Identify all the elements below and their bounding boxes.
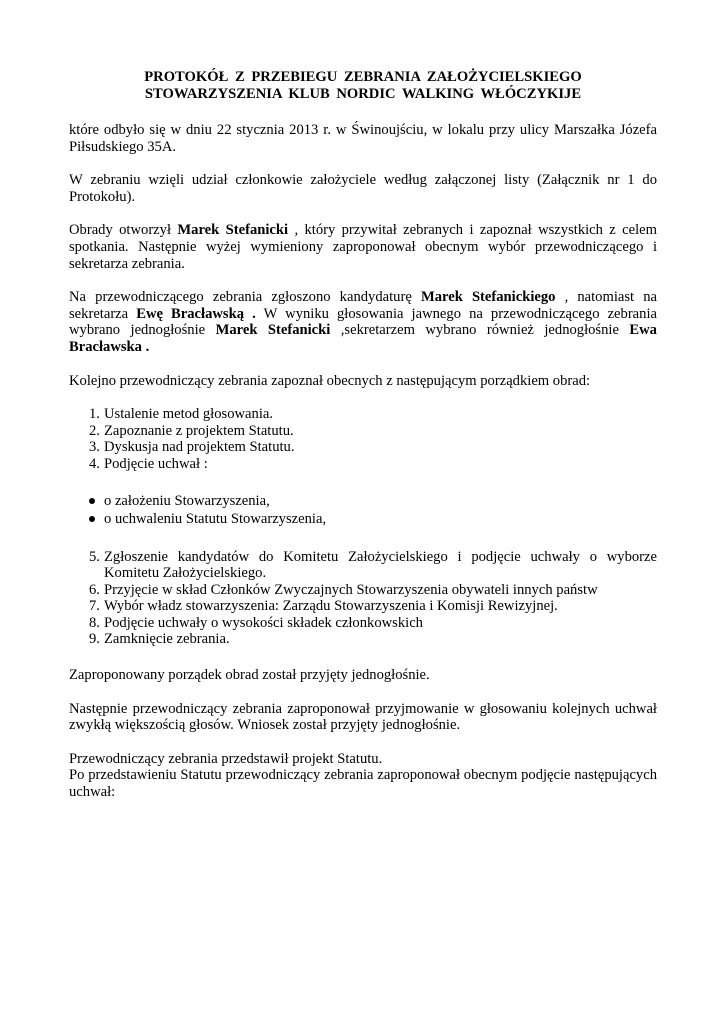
agenda-item-text: Zamknięcie zebrania. xyxy=(104,631,230,648)
agenda-item-text: Zapoznanie z projektem Statutu. xyxy=(104,422,294,439)
election-text-1: Na przewodniczącego zebrania zgłoszono kandydaturę xyxy=(69,289,421,306)
agenda-item-number: 6. xyxy=(89,581,100,598)
agenda-item-text: Zgłoszenie kandydatów do Komitetu Założycielskiego i podjęcie uchwały o wyborze Komitetu Założycielskiego. xyxy=(104,548,657,582)
bullet-icon xyxy=(89,498,95,504)
voting-rule-paragraph: Następnie przewodniczący zebrania zaproponował przyjmowanie w głosowaniu kolejnych uchwał zwykłą większością głosów. Wniosek został przyjęty jednogłośnie. xyxy=(69,700,657,734)
agenda-item-number: 2. xyxy=(89,422,100,439)
agenda-item xyxy=(69,406,657,423)
election-bold-4: Ewa Bracławska . xyxy=(69,322,657,355)
participants-paragraph: W zebraniu wzięli udział członkowie założyciele według załączonej listy (Załącznik nr 1 do Protokołu). xyxy=(69,172,657,205)
agenda-item-text: Przyjęcie w skład Członków Zwyczajnych Stowarzyszenia obywateli innych państw xyxy=(104,581,598,598)
opening-text-1: Obrady otworzył xyxy=(69,222,178,239)
agenda-list-part-1 xyxy=(69,406,657,472)
bullet-text: o uchwaleniu Statutu Stowarzyszenia, xyxy=(104,510,327,527)
election-text-4: ,sekretarzem wybrano również jednogłośnie xyxy=(330,322,630,339)
agenda-item xyxy=(69,631,657,648)
statute-proposal-paragraph: Po przedstawieniu Statutu przewodniczący zebrania zaproponował obecnym podjęcie następujących uchwał: xyxy=(69,767,657,801)
agenda-list-part-2 xyxy=(69,549,657,649)
agenda-item-number: 1. xyxy=(89,406,100,423)
agenda-item-number: 9. xyxy=(89,631,100,648)
bullet-text: o założeniu Stowarzyszenia, xyxy=(104,492,270,509)
agenda-item-number: 8. xyxy=(89,614,100,631)
bullet-item xyxy=(69,492,657,510)
title-line-2: STOWARZYSZENIA KLUB NORDIC WALKING WŁÓCZYKIJE xyxy=(144,86,582,102)
page-title xyxy=(69,69,657,103)
opening-text-2: , który przywitał zebranych i zapoznał wszystkich z celem spotkania. Następnie wyżej wymieniony zaproponował obecnym wybór przewodniczącego i sekretarza zebrania. xyxy=(69,222,657,272)
agenda-item xyxy=(69,549,657,582)
bullet-icon xyxy=(89,516,95,522)
agenda-item-text: Podjęcie uchwał : xyxy=(104,455,208,472)
agenda-item-text: Dyskusja nad projektem Statutu. xyxy=(104,439,295,456)
election-text-3: W wyniku głosowania jawnego na przewodniczącego zebrania wybrano jednogłośnie xyxy=(69,305,657,339)
intro-paragraph: które odbyło się w dniu 22 stycznia 2013 r. w Świnoujściu, w lokalu przy ulicy Marszałka Józefa Piłsudskiego 35A. xyxy=(69,122,657,155)
agenda-item-number: 7. xyxy=(89,598,100,615)
election-bold-3: Marek Stefanicki xyxy=(215,322,331,339)
bullet-item xyxy=(69,510,657,528)
agenda-item-text: Podjęcie uchwały o wysokości składek członkowskich xyxy=(104,614,423,631)
agenda-intro: Kolejno przewodniczący zebrania zapoznał obecnych z następującym porządkiem obrad: xyxy=(69,372,591,389)
agenda-item xyxy=(69,615,657,632)
agenda-item-text: Wybór władz stowarzyszenia: Zarządu Stowarzyszenia i Komisji Rewizyjnej. xyxy=(104,598,558,615)
agenda-item-number: 4. xyxy=(89,455,100,472)
election-paragraph xyxy=(69,289,657,355)
opening-chair-name: Marek Stefanicki xyxy=(177,222,289,239)
agenda-item-number: 3. xyxy=(89,439,100,456)
election-text-2: , natomiast na sekretarza xyxy=(69,289,657,322)
title-line-1: PROTOKÓŁ Z PRZEBIEGU ZEBRANIA ZAŁOŻYCIELSKIEGO xyxy=(144,69,582,85)
statute-presented-line: Przewodniczący zebrania przedstawił projekt Statutu. xyxy=(69,750,383,767)
agenda-item xyxy=(69,598,657,615)
agenda-item xyxy=(69,582,657,599)
agenda-item xyxy=(69,423,657,440)
agenda-item-number: 5. xyxy=(89,548,100,565)
election-bold-2: Ewę Bracławską . xyxy=(136,305,256,322)
agenda-item xyxy=(69,439,657,456)
resolution-bullets xyxy=(69,492,657,528)
opening-paragraph xyxy=(69,222,657,272)
election-bold-1: Marek Stefanickiego xyxy=(420,289,556,306)
agenda-item-text: Ustalenie metod głosowania. xyxy=(104,406,274,423)
agenda-item xyxy=(69,456,657,473)
agenda-accepted-paragraph: Zaproponowany porządek obrad został przyjęty jednogłośnie. xyxy=(69,667,430,684)
